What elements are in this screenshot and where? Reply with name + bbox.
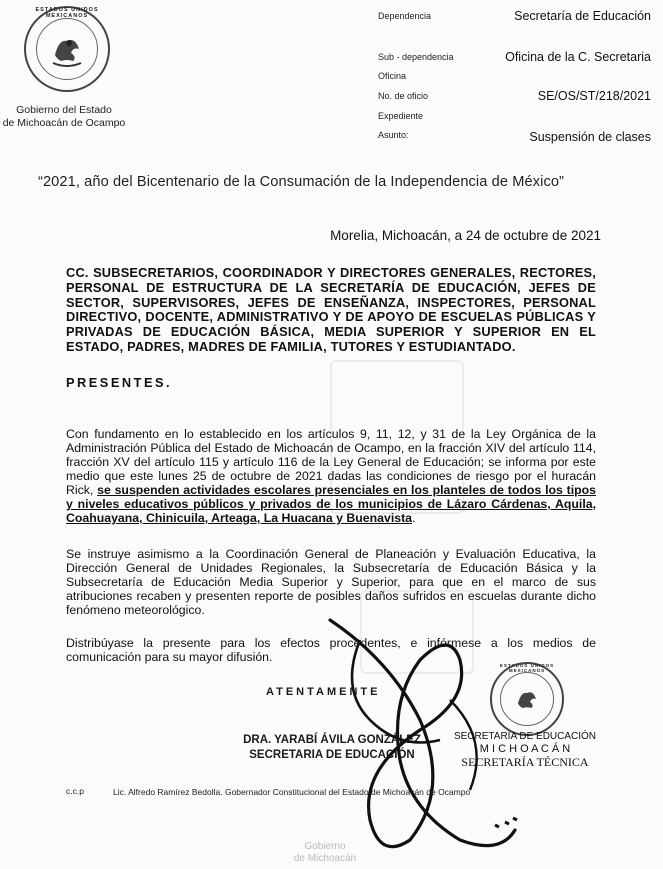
date-line: Morelia, Michoacán, a 24 de octubre de 2021	[330, 228, 601, 243]
meta-label-subdependencia: Sub - dependencia	[378, 52, 454, 62]
p1-suspension: se suspenden actividades escolares presenciales en los planteles de todos los tipos y niveles educativos públicos y privados de los municipios de Lázaro Cárdenas, Aquila, Coahuayana, Chinicuila, Arteaga, La Huacana y Buenavista	[66, 483, 596, 525]
body-paragraph-1	[66, 427, 596, 525]
year-motto: “2021, año del Bicentenario de la Consumación de la Independencia de México”	[38, 174, 565, 190]
government-seal	[24, 6, 110, 92]
ccp-text: Lic. Alfredo Ramírez Bedolla. Gobernador Constitucional del Estado de Michoacán de Ocampo	[113, 787, 471, 797]
seal-text: ESTADOS UNIDOS MEXICANOS	[35, 7, 99, 19]
presentes: PRESENTES.	[66, 375, 173, 390]
signer-name: DRA. YARABÍ ÁVILA GONZÁLEZ	[243, 734, 421, 746]
stamp-text	[450, 730, 600, 769]
meta-value-asunto: Suspensión de clases	[529, 130, 651, 144]
government-name	[0, 104, 128, 130]
p1-end: .	[412, 511, 416, 525]
meta-label-expediente: Expediente	[378, 111, 424, 121]
footer-line2: de Michoacán	[293, 853, 357, 864]
gov-line1: Gobierno del Estado	[16, 104, 112, 116]
stamp-seal-text: ESTADOS UNIDOS MEXICANOS	[499, 663, 555, 673]
meta-label-oficina: Oficina	[378, 71, 407, 81]
meta-label-oficio: No. de oficio	[378, 91, 429, 101]
addressees: CC. SUBSECRETARIOS, COORDINADOR Y DIRECTORES GENERALES, RECTORES, PERSONAL DE ESTRUCTURA DE LA SECRETARÍA DE EDUCACIÓN, JEFES DE SECTOR, SUPERVISORES, JEFES DE ENSEÑANZA, INSPECTORES, PERSONAL DIRECTIVO, DOCENTE, ADMINISTRATIVO Y DE APOYO DE ESCUELAS PÚBLICAS Y PRIVADAS DE EDUCACIÓN BÁSICA, MEDIA SUPERIOR Y SUPERIOR EN EL ESTADO, PADRES, MADRES DE FAMILIA, TUTORES Y ESTUDIANTADO.	[66, 265, 596, 354]
stamp-eagle-icon	[506, 678, 548, 720]
p1-lead: Con fundamento en lo establecido en los artículos 9, 11, 12, y 31 de la Ley Orgánica de la Administración Pública del Estado de Michoacán de Ocampo, en la fracción XIV del artículo 114, fracción XV del artículo 115 y artículo 116 de la Ley General de Educación; se informa por este medio que este lunes 25 de octubre de 2021 dadas las condiciones de riesgo por el huracán Rick,	[66, 427, 596, 497]
meta-value-subdependencia: Oficina de la C. Secretaria	[505, 50, 651, 64]
meta-label-asunto: Asunto:	[378, 130, 409, 140]
footer-watermark	[270, 841, 380, 865]
stamp-line2: M I C H O A C Á N	[479, 743, 571, 755]
meta-value-oficio: SE/OS/ST/218/2021	[537, 89, 651, 103]
body-paragraph-2: Se instruye asimismo a la Coordinación General de Planeación y Evaluación Educativa, la Dirección General de Unidades Regionales, la Subsecretaría de Educación Básica y la Subsecretaría de Educación Media Superior y Superior, para que en el marco de sus atribuciones recaben y presenten reporte de posibles daños sufridos en escuelas durante dicho fenómeno meteorológico.	[66, 547, 596, 617]
stamp-line1: SECRETARÍA DE EDUCACIÓN	[453, 731, 597, 742]
stamp-line3: SECRETARÍA TÉCNICA	[461, 755, 589, 769]
eagle-icon	[44, 26, 90, 72]
atentamente: ATENTAMENTE	[266, 686, 381, 698]
body-paragraph-3: Distribúyase la presente para los efectos procedentes, e infórmese a los medios de comunicación para su mayor difusión.	[66, 636, 596, 664]
meta-label-dependencia: Dependencia	[378, 11, 432, 21]
meta-value-dependencia: Secretaría de Educación	[514, 9, 651, 23]
signer-title: SECRETARIA DE EDUCACIÓN	[249, 749, 415, 761]
footer-line1: Gobierno	[304, 841, 346, 852]
gov-line2: de Michoacán de Ocampo	[2, 117, 126, 129]
ccp-label: c.c.p	[66, 786, 84, 796]
official-stamp-seal	[490, 662, 564, 736]
